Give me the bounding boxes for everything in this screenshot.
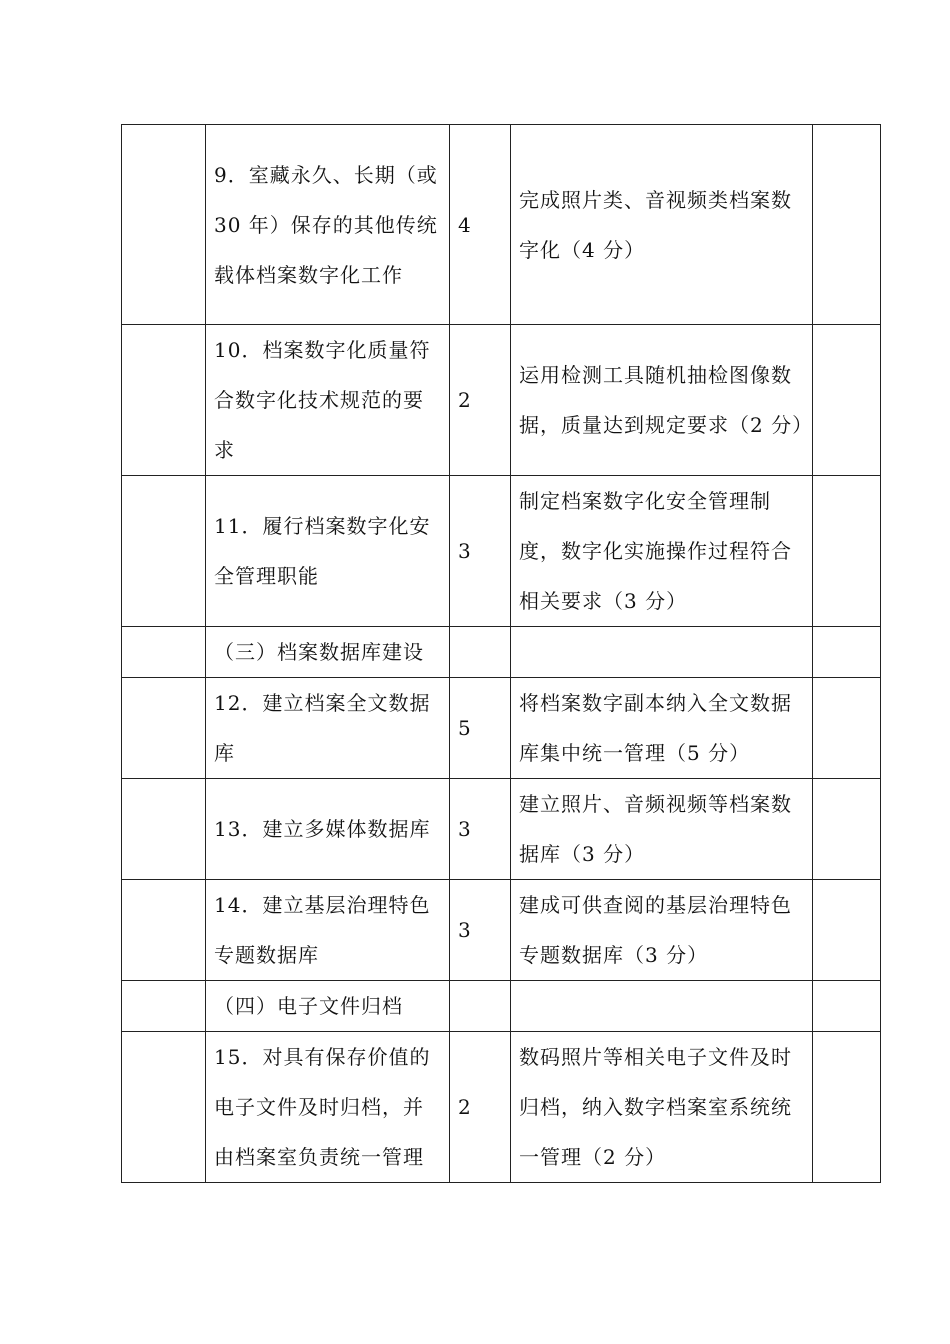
category-cell — [122, 627, 206, 678]
table-row — [122, 981, 881, 1032]
item-cell: 10．档案数字化质量符合数字化技术规范的要求 — [206, 325, 450, 476]
table-row — [122, 476, 881, 627]
standard-cell: 制定档案数字化安全管理制度，数字化实施操作过程符合相关要求（3 分） — [511, 476, 813, 627]
score-cell: 3 — [450, 880, 511, 981]
score-cell: 3 — [450, 476, 511, 627]
item-cell: 9．室藏永久、长期（或 30 年）保存的其他传统载体档案数字化工作 — [206, 125, 450, 325]
standard-cell — [511, 627, 813, 678]
remark-cell — [813, 627, 881, 678]
table-row — [122, 779, 881, 880]
standard-cell: 数码照片等相关电子文件及时归档，纳入数字档案室系统统一管理（2 分） — [511, 1032, 813, 1183]
item-cell: 15．对具有保存价值的电子文件及时归档，并由档案室负责统一管理 — [206, 1032, 450, 1183]
item-cell: 14．建立基层治理特色专题数据库 — [206, 880, 450, 981]
remark-cell — [813, 476, 881, 627]
standard-cell: 将档案数字副本纳入全文数据库集中统一管理（5 分） — [511, 678, 813, 779]
category-cell — [122, 325, 206, 476]
table-body — [122, 125, 881, 1183]
standard-cell: 完成照片类、音视频类档案数字化（4 分） — [511, 125, 813, 325]
table-row — [122, 125, 881, 325]
category-cell — [122, 125, 206, 325]
table-row — [122, 627, 881, 678]
item-cell: 11．履行档案数字化安全管理职能 — [206, 476, 450, 627]
item-cell: 12．建立档案全文数据库 — [206, 678, 450, 779]
item-cell: 13．建立多媒体数据库 — [206, 779, 450, 880]
remark-cell — [813, 125, 881, 325]
score-cell — [450, 981, 511, 1032]
score-cell: 5 — [450, 678, 511, 779]
item-cell: （三）档案数据库建设 — [206, 627, 450, 678]
standard-cell: 运用检测工具随机抽检图像数据，质量达到规定要求（2 分） — [511, 325, 813, 476]
remark-cell — [813, 981, 881, 1032]
score-cell: 2 — [450, 1032, 511, 1183]
score-cell: 4 — [450, 125, 511, 325]
category-cell — [122, 678, 206, 779]
category-cell — [122, 779, 206, 880]
remark-cell — [813, 880, 881, 981]
category-cell — [122, 981, 206, 1032]
remark-cell — [813, 1032, 881, 1183]
standard-cell — [511, 981, 813, 1032]
score-cell: 3 — [450, 779, 511, 880]
item-cell: （四）电子文件归档 — [206, 981, 450, 1032]
evaluation-table — [121, 124, 881, 1183]
table-row — [122, 880, 881, 981]
table-row — [122, 325, 881, 476]
category-cell — [122, 880, 206, 981]
score-cell: 2 — [450, 325, 511, 476]
category-cell — [122, 1032, 206, 1183]
table-row — [122, 1032, 881, 1183]
remark-cell — [813, 779, 881, 880]
remark-cell — [813, 325, 881, 476]
score-cell — [450, 627, 511, 678]
standard-cell: 建成可供查阅的基层治理特色专题数据库（3 分） — [511, 880, 813, 981]
table-row — [122, 678, 881, 779]
standard-cell: 建立照片、音频视频等档案数据库（3 分） — [511, 779, 813, 880]
remark-cell — [813, 678, 881, 779]
category-cell — [122, 476, 206, 627]
